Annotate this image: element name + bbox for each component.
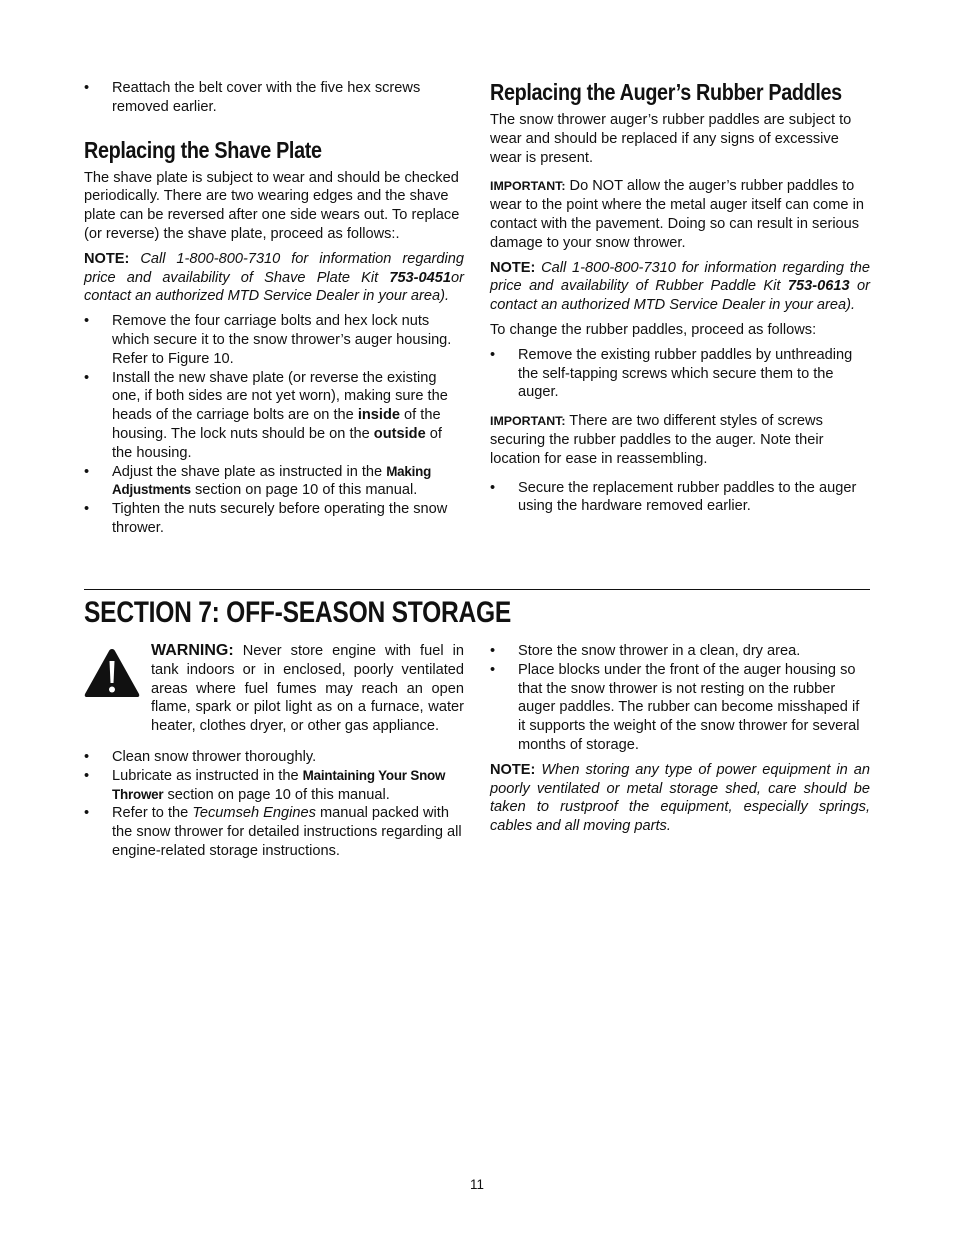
rubber-paddles-note — [490, 259, 870, 315]
section-divider — [84, 589, 870, 590]
list-text: of the housing. — [112, 425, 442, 461]
rubber-paddles-heading: Replacing the Auger’s Rubber Paddles — [490, 79, 842, 105]
rubber-paddles-intro: The snow thrower auger’s rubber paddles are subject to wear and should be replaced if any signs of excessive wear is present. — [490, 112, 852, 166]
list-item: • Remove the four carriage bolts and hex lock nuts which secure it to the snow thrower’s auger housing. Refer to Figure 10. — [84, 312, 464, 368]
list-item: • Clean snow thrower thoroughly. — [84, 748, 464, 767]
storage-steps-right — [490, 642, 870, 755]
list-item: • Reattach the belt cover with the five hex screws removed earlier. — [84, 79, 464, 117]
warning-label: WARNING: — [151, 642, 234, 659]
list-text: Refer to the — [112, 805, 193, 822]
page-number: 11 — [470, 1177, 484, 1192]
list-text: section on page 10 of this manual. — [190, 482, 418, 499]
important-label: IMPORTANT: — [490, 414, 566, 429]
important-notice — [490, 177, 870, 252]
important-label: IMPORTANT: — [490, 179, 566, 194]
list-item: • Remove the existing rubber paddles by unthreading the self-tapping screws which secure them to the auger. — [490, 346, 870, 402]
part-number: 753-0613 — [787, 278, 850, 295]
storage-note — [490, 761, 870, 836]
note-text: Call 1-800-800-7310 for information regarding the price and availability of Rubber Paddle Kit — [490, 259, 870, 295]
list-text: Adjust the shave plate as instructed in the — [112, 463, 387, 480]
remove-paddles-list — [490, 346, 870, 402]
note-text: or contact an authorized MTD Service Dealer in your area). — [490, 278, 870, 314]
emphasis-inside: inside — [357, 407, 400, 424]
note-label: NOTE: — [490, 259, 536, 276]
note-text: Call 1-800-800-7310 for information regarding price and availability of Shave Plate Kit — [84, 250, 464, 286]
secure-paddles-list — [490, 479, 870, 517]
section-reference: Making Adjustments — [112, 463, 432, 498]
list-text: of the housing. The lock nuts should be on the — [112, 407, 441, 442]
list-item: • Store the snow thrower in a clean, dry area. — [490, 642, 870, 661]
list-item — [84, 767, 464, 805]
manual-reference: Tecumseh Engines — [192, 805, 316, 822]
list-item: • Tighten the nuts securely before operating the snow thrower. — [84, 500, 464, 538]
list-text: manual packed with the snow thrower for detailed instructions regarding all engine-related storage instructions. — [112, 805, 462, 859]
list-item: • Secure the replacement rubber paddles to the auger using the hardware removed earlier. — [490, 479, 870, 517]
warning-text — [151, 642, 464, 736]
note-text: or contact an authorized MTD Service Dealer in your area). — [84, 269, 464, 305]
section-reference: Maintaining Your Snow Thrower — [112, 767, 446, 802]
list-item — [84, 463, 464, 501]
warning-body: Never store engine with fuel in tank indoors or in enclosed, poorly ventilated areas where fuel fumes may reach an open flame, spark or pilot light as on a furnace, water heater, clothes dryer, or other gas appliance. — [151, 643, 464, 735]
left-column-bottom — [84, 642, 464, 867]
right-column-bottom — [490, 642, 870, 842]
section-title: SECTION 7: OFF-SEASON STORAGE — [84, 596, 512, 629]
important-notice — [490, 412, 870, 468]
storage-steps-left — [84, 748, 464, 861]
right-column-top — [490, 79, 870, 522]
shave-plate-heading: Replacing the Shave Plate — [84, 136, 322, 163]
part-number: 753-0451 — [389, 269, 452, 286]
important-text: Do NOT allow the auger’s rubber paddles to wear to the point where the metal auger itself can come in contact with the pavement. Doing so can result in serious damage to your snow thrower. — [490, 178, 864, 251]
list-item: • Place blocks under the front of the auger housing so that the snow thrower is not resting on the rubber auger paddles. The rubber can become misshaped if it supports the weight of the snow thrower for several months of storage. — [490, 661, 870, 755]
shave-plate-note — [84, 250, 464, 306]
list-text: section on page 10 of this manual. — [163, 786, 390, 803]
note-label: NOTE: — [84, 250, 130, 267]
note-text: When storing any type of power equipment in an poorly ventilated or metal storage shed, care should be taken to rustproof the equipment, especially springs, cables and all moving parts. — [490, 761, 870, 835]
left-column-top — [84, 79, 464, 544]
note-label: NOTE: — [490, 761, 536, 778]
warning-box — [84, 642, 464, 736]
shave-plate-steps — [84, 312, 464, 538]
list-text: Install the new shave plate (or reverse the existing one, if both sides are not yet worn), making sure the heads of the carriage bolts are on the — [112, 369, 448, 424]
emphasis-outside: outside — [373, 425, 426, 442]
warning-triangle-icon — [84, 648, 140, 698]
list-item — [84, 369, 464, 463]
change-paddles-intro: To change the rubber paddles, proceed as follows: — [490, 321, 817, 338]
belt-cover-list — [84, 79, 464, 117]
important-text: There are two different styles of screws securing the rubber paddles to the auger. Note their location for ease in reassembling. — [490, 413, 824, 467]
list-item — [84, 804, 464, 860]
list-text: Lubricate as instructed in the — [112, 767, 303, 784]
shave-plate-intro: The shave plate is subject to wear and should be checked periodically. There are two wearing edges and the shave plate can be reversed after one side wears out. To replace (or reverse) the shave plate, proceed as follows:. — [84, 169, 460, 242]
